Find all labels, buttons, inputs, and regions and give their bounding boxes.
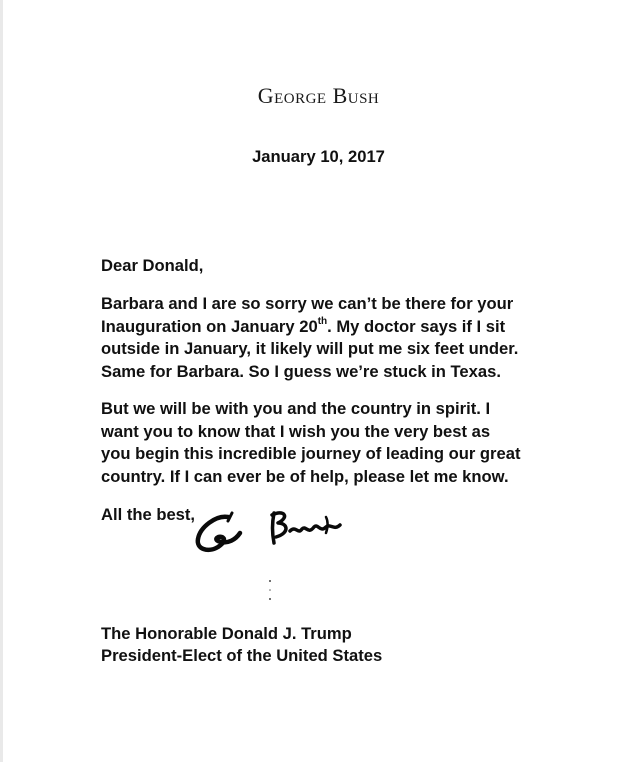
paragraph-1-line-2	[101, 316, 571, 339]
handwritten-signature	[188, 505, 358, 563]
scan-speck	[268, 578, 272, 602]
paragraph-1-line-3: outside in January, it likely will put me six feet under.	[101, 339, 519, 358]
closing: All the best,	[101, 505, 196, 524]
paragraph-2-line-1: But we will be with you and the country in spirit. I	[101, 399, 491, 418]
paragraph-1-line-1: Barbara and I are so sorry we can’t be there for your	[101, 294, 514, 313]
paragraph-2	[101, 398, 571, 488]
recipient-name: The Honorable Donald J. Trump	[101, 624, 352, 643]
paragraph-1	[101, 293, 571, 383]
letter-date: January 10, 2017	[252, 147, 385, 166]
recipient-title: President-Elect of the United States	[101, 646, 383, 665]
paragraph-1-line-4: Same for Barbara. So I guess we’re stuck in Texas.	[101, 361, 501, 381]
letterhead: George Bush	[257, 83, 380, 108]
scan-edge	[0, 0, 3, 762]
paragraph-1-line-2-end: . My doctor says if I sit	[327, 316, 506, 336]
paragraph-1-line-2-start: Inauguration on January 20	[101, 316, 318, 336]
paragraph-2-line-2: want you to know that I wish you the very best as	[101, 421, 491, 441]
ordinal-suffix: th	[317, 315, 328, 327]
salutation: Dear Donald,	[101, 256, 204, 275]
paragraph-2-line-3: you begin this incredible journey of leading our great	[101, 444, 521, 463]
paragraph-2-line-4: country. If I can ever be of help, please let me know.	[101, 466, 509, 486]
